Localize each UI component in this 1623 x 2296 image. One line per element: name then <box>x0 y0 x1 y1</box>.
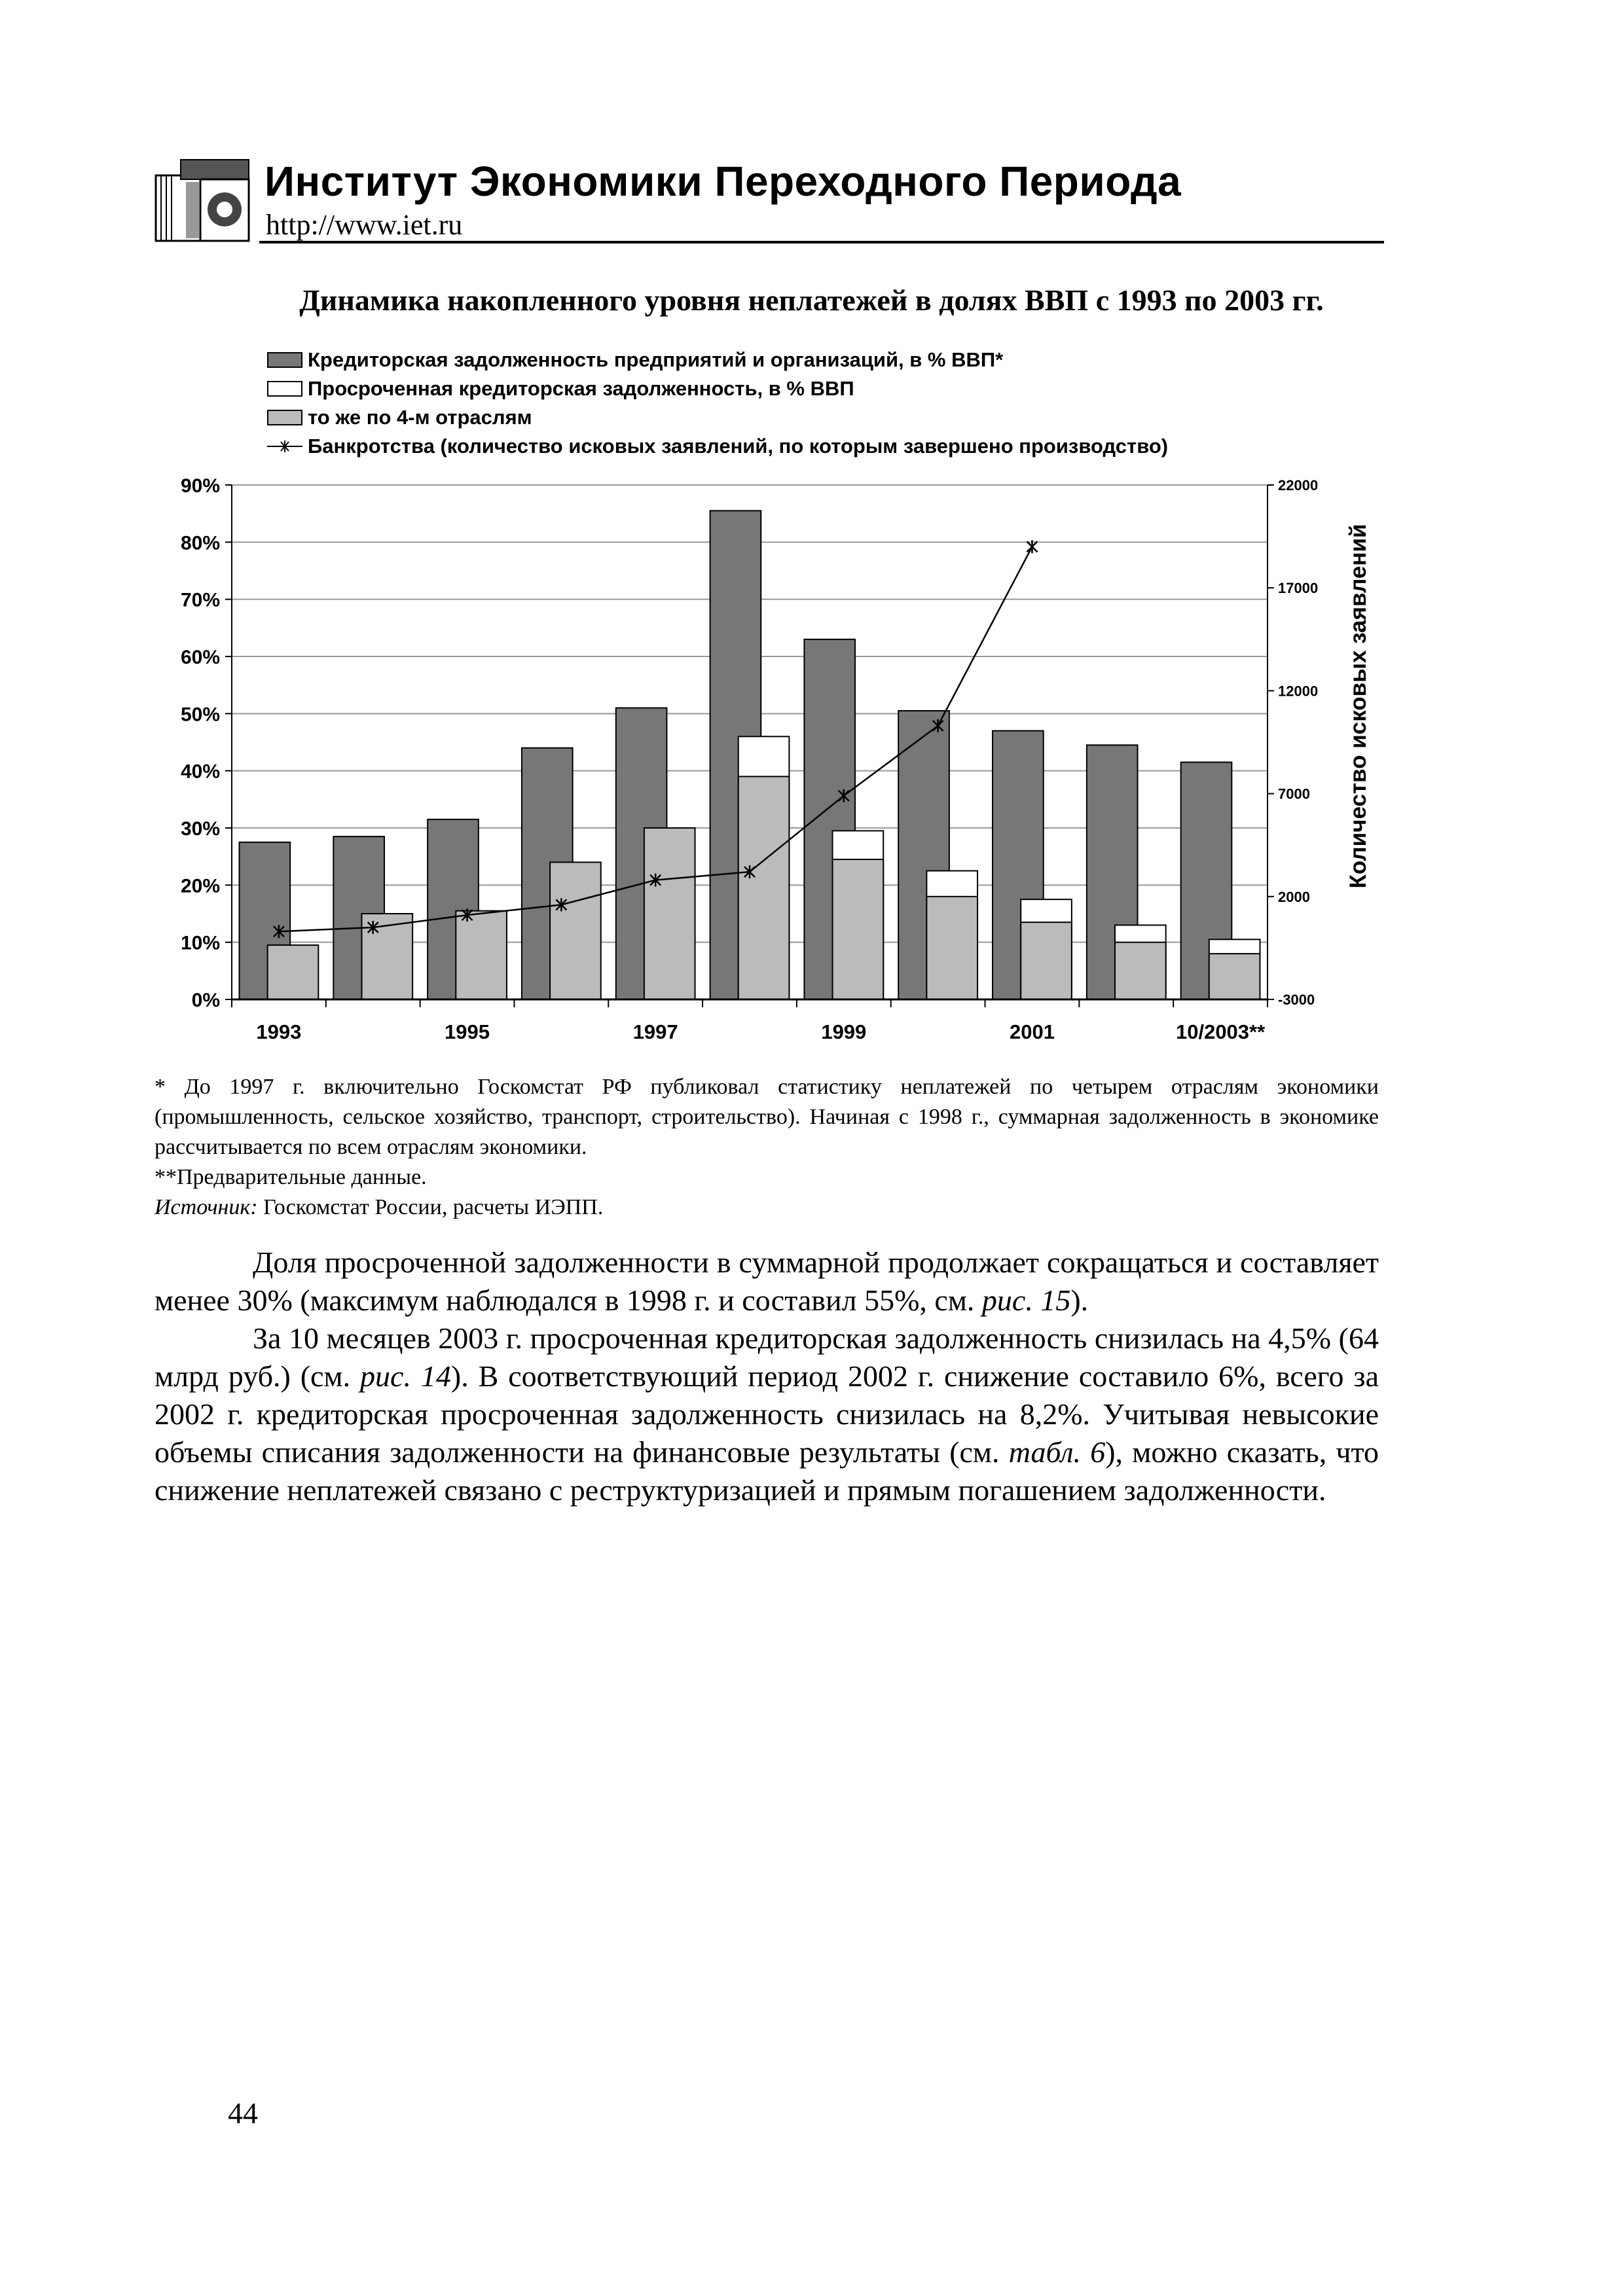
bar-four-sectors <box>1115 942 1166 999</box>
bar-four-sectors <box>268 945 319 999</box>
figure-title: Динамика накопленного уровня неплатежей в долях ВВП с 1993 по 2003 гг. <box>299 283 1324 317</box>
note-methodology: * До 1997 г. включительно Госкомстат РФ публиковал статистику неплатежей по четырем отраслям экономики (промышленность, сельское хозяйство, транспорт, строительство). Начиная с 1998 г., суммарная задолженность в экономике рассчитывается по всем отраслям экономики. <box>155 1075 1379 1159</box>
legend-label: Просроченная кредиторская задолженность, в % ВВП <box>308 377 854 400</box>
y-left-tick-label: 10% <box>180 932 220 954</box>
y-left-tick-label: 70% <box>180 589 220 611</box>
figure-ref-14: рис. 14 <box>360 1359 451 1393</box>
bar-four-sectors <box>739 776 790 999</box>
y-left-tick-label: 90% <box>180 475 220 497</box>
legend-label: Банкротства (количество исковых заявлений, по которым завершено производство) <box>308 435 1169 457</box>
institute-title: Институт Экономики Переходного Периода <box>264 158 1182 205</box>
x-tick-label: 1999 <box>821 1020 867 1043</box>
y-left-tick-label: 40% <box>180 761 220 783</box>
note-preliminary: **Предварительные данные. <box>155 1165 427 1189</box>
figure-notes <box>155 1072 1379 1223</box>
bar-four-sectors <box>361 914 412 999</box>
y-right-tick-label: 12000 <box>1278 683 1319 700</box>
y-left-tick-label: 20% <box>180 875 220 897</box>
bar-four-sectors <box>833 859 884 999</box>
x-tick-label: 1993 <box>256 1020 302 1043</box>
bar-four-sectors <box>1209 954 1260 999</box>
figure-ref-15: рис. 15 <box>981 1283 1071 1317</box>
legend-label: Кредиторская задолженность предприятий и организаций, в % ВВП* <box>308 348 1004 371</box>
debt-chart <box>0 0 1623 1113</box>
x-tick-label: 10/2003** <box>1175 1020 1266 1043</box>
x-tick-label: 2001 <box>1009 1020 1055 1043</box>
body-text <box>155 1244 1379 1509</box>
x-tick-label: 1995 <box>445 1020 490 1043</box>
note-source <box>155 1193 1379 1223</box>
paragraph-1 <box>155 1244 1379 1319</box>
bar-four-sectors <box>456 911 507 999</box>
y-right-tick-label: 2000 <box>1278 888 1310 905</box>
bankruptcy-point <box>1027 540 1037 553</box>
paragraph-1-text: Доля просроченной задолженности в суммарной продолжает сокращаться и составляет менее 30% (максимум наблюдался в 1998 г. и составил 55%, см. <box>155 1246 1379 1317</box>
bar-four-sectors <box>926 897 977 999</box>
y-right-tick-label: 7000 <box>1278 785 1310 802</box>
y-left-tick-label: 80% <box>180 532 220 554</box>
source-text: Госкомстат России, расчеты ИЭПП. <box>257 1195 604 1219</box>
bar-four-sectors <box>644 828 695 999</box>
paragraph-2-text: За 10 месяцев 2003 г. просроченная кредиторская задолженность снизилась на 4,5% (64 млрд руб.) (см. <box>155 1321 1379 1393</box>
y-right-tick-label: 22000 <box>1278 477 1319 493</box>
bar-four-sectors <box>550 862 601 999</box>
bar-four-sectors <box>1021 922 1072 999</box>
table-ref-6: табл. 6 <box>1008 1435 1106 1469</box>
y-right-tick-label: -3000 <box>1278 992 1315 1008</box>
y-right-tick-label: 17000 <box>1278 580 1319 597</box>
source-label: Источник: <box>155 1195 258 1219</box>
page-number: 44 <box>228 2096 258 2130</box>
paragraph-2-mid: ). В соответствующий период 2002 г. снижение составило 6%, всего за 2002 г. кредиторская просроченная задолженность снизилась на 8,2%. Учитывая невысокие объемы списания задолженности на финансовые результаты (см. <box>155 1359 1379 1469</box>
y-left-tick-label: 30% <box>180 818 220 840</box>
paragraph-2-end: ), можно сказать, что снижение неплатежей связано с реструктуризацией и прямым погашением задолженности. <box>155 1435 1379 1507</box>
y-left-tick-label: 60% <box>180 647 220 668</box>
y-left-tick-label: 0% <box>191 990 220 1011</box>
paragraph-2 <box>155 1319 1379 1509</box>
legend-label: то же по 4-м отраслям <box>308 406 532 429</box>
y-right-axis-title: Количество исковых заявлений <box>1345 524 1371 889</box>
x-tick-label: 1997 <box>632 1020 678 1043</box>
institute-url[interactable]: http://www.iet.ru <box>266 209 463 241</box>
paragraph-1-end: ). <box>1070 1283 1089 1317</box>
y-left-tick-label: 50% <box>180 704 220 726</box>
